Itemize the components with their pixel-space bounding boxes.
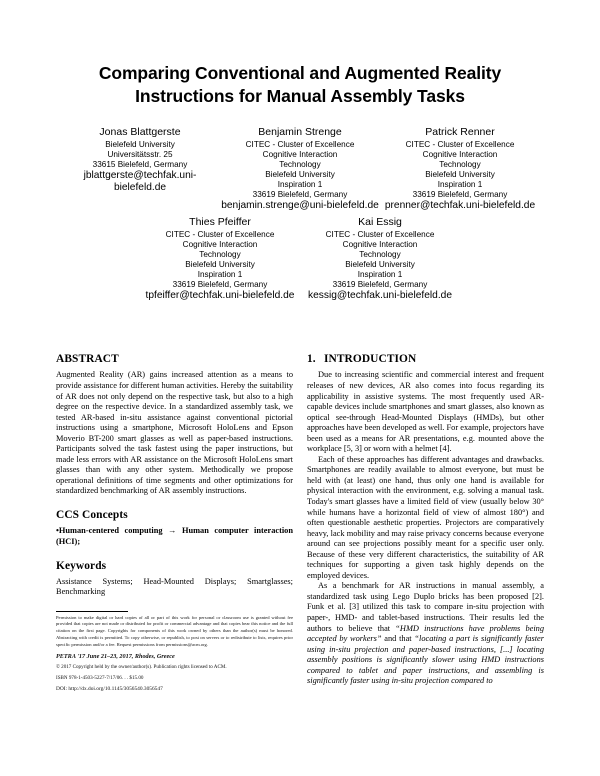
- ccs-text: •Human-centered computing → Human computer interaction (HCI);: [56, 526, 293, 546]
- license-line-1: © 2017 Copyright held by the owner/author(s). Publication rights licensed to ACM.: [56, 664, 227, 671]
- title-line-2: Instructions for Manual Assembly Tasks: [135, 86, 465, 107]
- intro-paragraph-3: As a benchmark for AR instructions in manual assembly, a standardized task using Lego Duplo bricks has been proposed [2]. Funk et al. [3] utilized this task to compare in-situ projection with paper-, HMD- and tablet-based instructions. Their results led the authors to believe that “HMD instructions have problems being accepted by workers” and that “locating a part is significantly faster using in-situ projection and paper-based instructions, [...] locating assembly positions is significantly slower using HMD instructions compared to tablet and paper instructions, and assembling is significantly faster using in-situ projection compared to: [307, 581, 544, 686]
- author-affiliation: CITEC - Cluster of Excellence Cognitive Interaction Technology Bielefeld University Inspiration 1 33619 Bielefeld, Germany: [325, 229, 435, 290]
- doi-line: DOI: http://dx.doi.org/10.1145/3056540.3056547: [56, 686, 163, 692]
- author-row-2: [56, 216, 544, 302]
- author-email: tpfeiffer@techfak.uni-bielefeld.de: [145, 290, 295, 302]
- author-email: benjamin.strenge@uni-bielefeld.de: [221, 200, 379, 212]
- author-affiliation: CITEC - Cluster of Excellence Cognitive Interaction Technology Bielefeld University Inspiration 1 33619 Bielefeld, Germany: [245, 139, 355, 199]
- right-column: [307, 352, 544, 687]
- author-block: [60, 126, 220, 194]
- abstract-heading: ABSTRACT: [56, 353, 119, 365]
- author-block: [220, 126, 380, 212]
- author-email: jblattgerste@techfak.uni-bielefeld.de: [83, 169, 197, 194]
- keywords-text: Assistance Systems; Head-Mounted Displays; Smartglasses; Benchmarking: [56, 576, 293, 597]
- conference-line: PETRA '17 June 21–23, 2017, Rhodes, Greece: [56, 652, 175, 660]
- copyright-block: [56, 611, 293, 693]
- keywords-heading: Keywords: [56, 559, 107, 572]
- author-name: Jonas Blattgerste: [99, 126, 181, 138]
- section-title: INTRODUCTION: [324, 353, 417, 365]
- abstract-text: Augmented Reality (AR) gains increased attention as a means to provide assistance for different human activities. Hereby the suitability of AR does not only depend on the respective task, but also to a high degree on the respective device. In a standardized assembly task, we tested AR-based in-situ assistance against conventional pictorial instructions using a smartphone, Microsoft HoloLens and Epson Moverio BT-200 smart glasses as well as paper-based instructions. Participants solved the task fastest using the paper instructions, but made less errors with AR assistance on the Microsoft HoloLens smart glasses than with any other system. Methodically we propose operational definitions of time segments and other optimizations for standardized benchmarking of AR assembly instructions.: [56, 370, 293, 496]
- intro-paragraph-1: Due to increasing scientific and commercial interest and frequent releases of new devices, AR also comes into focus regarding its applicability in assistive systems. The most frequently used AR-capable devices include smartphones and smart glasses, also known as optical see-through Head-Mounted Displays (HMDs), but other approaches have been developed as well. For example, projectors have been used as a means for AR presentations, e.g. mounted above the workplace [5, 3] or worn with a helmet [4].: [307, 370, 544, 454]
- author-block: [300, 216, 460, 302]
- page-title: [56, 62, 544, 108]
- intro-paragraph-2: Each of these approaches has different advantages and drawbacks. Smartphones are readily available to almost everyone, but must be held with (at least) one hand, thus only one hand is available for physical interaction with the environment, e.g. solving a manual task. Today's smart glasses have a limited field of view (usually below 30° while humans have a horizontal field of view of almost 180°) and often questionable aesthetic properties. Projectors are comparatively heavy, lack mobility and may raise privacy concerns because everyone around can see projections possibly meant for a specific user only. Because of these very different characteristics, the suitability of AR techniques for supporting a given task highly depends on the employed devices.: [307, 454, 544, 580]
- author-affiliation: Bielefeld University Universitätsstr. 25 33615 Bielefeld, Germany: [92, 139, 188, 169]
- license-line-2: ISBN 978-1-4503-5227-7/17/06. . . $15.00: [56, 674, 144, 681]
- author-row-1: [56, 126, 544, 212]
- author-list: [56, 126, 544, 303]
- author-block: [140, 216, 300, 302]
- copyright-rule: [56, 611, 128, 612]
- author-name: Benjamin Strenge: [258, 126, 342, 138]
- author-name: Kai Essig: [358, 216, 402, 229]
- permission-statement: Permission to make digital or hard copies of all or part of this work for personal or classroom use is granted without fee provided that copies are not made or distributed for profit or commercial advantage and that copies bear this notice and the full citation on the first page. Copyrights for components of this work owned by others than the author(s) must be honored. Abstracting with credit is permitted. To copy otherwise, or republish, to post on servers or to redistribute to lists, requires prior specific permission and/or a fee. Request permissions from permissions@acm.org.: [56, 614, 293, 648]
- section-number: 1.: [307, 353, 316, 365]
- author-email: prenner@techfak.uni-bielefeld.de: [384, 200, 536, 212]
- title-line-1: Comparing Conventional and Augmented Reality: [98, 63, 502, 83]
- author-name: Thies Pfeiffer: [189, 216, 251, 229]
- introduction-heading: [307, 352, 544, 366]
- left-column: [56, 352, 293, 598]
- ccs-heading: CCS Concepts: [56, 508, 128, 521]
- author-block: [380, 126, 540, 212]
- author-name: Patrick Renner: [425, 126, 495, 138]
- author-affiliation: CITEC - Cluster of Excellence Cognitive Interaction Technology Bielefeld University Inspiration 1 33619 Bielefeld, Germany: [165, 229, 275, 290]
- author-email: kessig@techfak.uni-bielefeld.de: [308, 290, 452, 302]
- author-affiliation: CITEC - Cluster of Excellence Cognitive Interaction Technology Bielefeld University Inspiration 1 33619 Bielefeld, Germany: [405, 139, 515, 199]
